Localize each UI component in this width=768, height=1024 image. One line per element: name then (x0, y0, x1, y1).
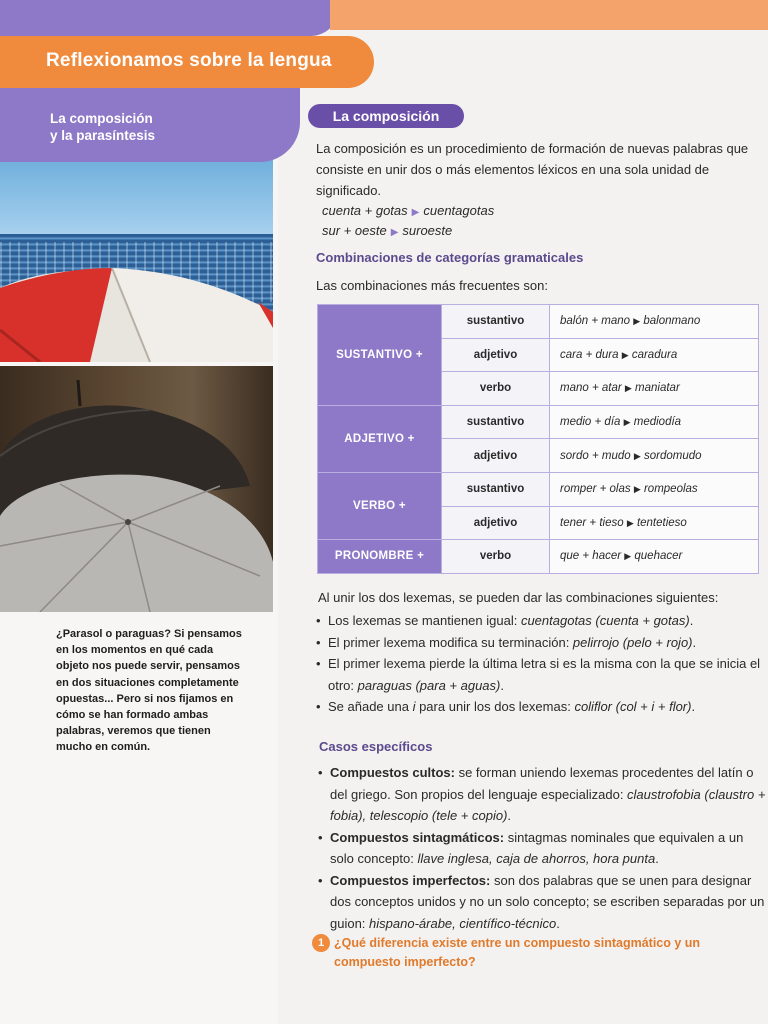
example-left: cuenta + gotas (322, 203, 408, 218)
example-cell: romper + olas ▶ rompeolas (550, 472, 759, 506)
top-purple-band (0, 0, 340, 36)
example-line (322, 220, 452, 243)
category-cell: ADJETIVO + (318, 405, 442, 472)
triangle-right-icon: ▶ (624, 383, 632, 394)
example-left: sur + oeste (322, 223, 387, 238)
sidebar-subtitle (50, 110, 250, 144)
triangle-right-icon: ▶ (633, 484, 641, 495)
combinations-table (317, 304, 759, 574)
with-cell: sustantivo (442, 472, 550, 506)
example-cell: sordo + mudo ▶ sordomudo (550, 439, 759, 473)
example-right: suroeste (402, 223, 453, 238)
list-item: • Los lexemas se mantienen igual: cuentagotas (cuenta + gotas). (316, 610, 764, 632)
list-item: • Compuestos cultos: se forman uniendo lexemas procedentes del latín o del griego. Son propios del lenguaje especializado: claustrofobia (claustro + fobia), telescopio (tele + copio). (318, 762, 766, 827)
cases-list (318, 762, 766, 934)
union-list (316, 610, 764, 718)
sidebar-subtitle-line1: La composición (50, 111, 153, 126)
triangle-right-icon: ▶ (624, 551, 632, 562)
activity-number: 1 (312, 934, 330, 952)
table-row (318, 472, 759, 506)
top-orange-band (330, 0, 768, 30)
sidebar-subtitle-line2: y la parasíntesis (50, 128, 156, 143)
with-cell: adjetivo (442, 439, 550, 473)
photo-caption: ¿Parasol o paraguas? Si pensamos en los momentos en qué cada objeto nos puede servir, pensamos en dos situaciones completamente opuestas... Pero si nos fijamos en cómo se han formado ambas palabras, veremos que tienen mucho en común. (56, 628, 242, 754)
banner-title: Reflexionamos sobre la lengua (46, 50, 332, 71)
example-cell: medio + día ▶ mediodía (550, 405, 759, 439)
arrow-right-icon: ▶ (411, 207, 420, 218)
table-row (318, 305, 759, 339)
triangle-right-icon: ▶ (626, 517, 634, 528)
umbrellas-graphic (0, 366, 273, 612)
list-item: • Compuestos imperfectos: son dos palabras que se unen para designar dos conceptos unidos y no un solo concepto; se escriben separadas por un guion: hispano-árabe, científico-técnico. (318, 870, 766, 935)
triangle-right-icon: ▶ (621, 349, 629, 360)
combinations-lead: Las combinaciones más frecuentes son: (316, 278, 548, 293)
list-item: • Compuestos sintagmáticos: sintagmas nominales que equivalen a un solo concepto: llave inglesa, caja de ahorros, hora punta. (318, 827, 766, 870)
unit-banner (0, 36, 374, 88)
intro-paragraph: La composición es un procedimiento de formación de nuevas palabras que consiste en unir dos o más elementos léxicos en una sola unidad de significado. (316, 141, 749, 198)
with-cell: verbo (442, 372, 550, 406)
triangle-right-icon: ▶ (633, 450, 641, 461)
beach-umbrella-photo (0, 130, 273, 362)
with-cell: verbo (442, 540, 550, 574)
category-cell: VERBO + (318, 472, 442, 539)
section-title: La composición (308, 104, 464, 128)
category-cell: PRONOMBRE + (318, 540, 442, 574)
with-cell: sustantivo (442, 405, 550, 439)
arrow-right-icon: ▶ (390, 227, 399, 238)
example-right: cuentagotas (423, 203, 495, 218)
list-item: • Se añade una i para unir los dos lexemas: coliflor (col + i + flor). (316, 696, 764, 718)
with-cell: adjetivo (442, 338, 550, 372)
with-cell: sustantivo (442, 305, 550, 339)
triangle-right-icon: ▶ (623, 417, 631, 428)
table-row (318, 540, 759, 574)
combinations-heading: Combinaciones de categorías gramaticales (316, 250, 584, 265)
table-row (318, 405, 759, 439)
example-cell: que + hacer ▶ quehacer (550, 540, 759, 574)
union-lead: Al unir los dos lexemas, se pueden dar las combinaciones siguientes: (318, 590, 719, 605)
rain-umbrellas-photo (0, 366, 273, 612)
list-item: • El primer lexema pierde la última letra si es la misma con la que se inicia el otro: paraguas (para + aguas). (316, 653, 764, 696)
example-cell: mano + atar ▶ maniatar (550, 372, 759, 406)
parasol-graphic (0, 130, 273, 362)
with-cell: adjetivo (442, 506, 550, 540)
triangle-right-icon: ▶ (633, 316, 641, 327)
example-cell: tener + tieso ▶ tentetieso (550, 506, 759, 540)
activity-question: ¿Qué diferencia existe entre un compuesto sintagmático y un compuesto imperfecto? (334, 936, 701, 969)
cases-heading: Casos específicos (319, 739, 433, 754)
example-cell: cara + dura ▶ caradura (550, 338, 759, 372)
example-cell: balón + mano ▶ balonmano (550, 305, 759, 339)
category-cell: SUSTANTIVO + (318, 305, 442, 406)
list-item: • El primer lexema modifica su terminación: pelirrojo (pelo + rojo). (316, 632, 764, 654)
